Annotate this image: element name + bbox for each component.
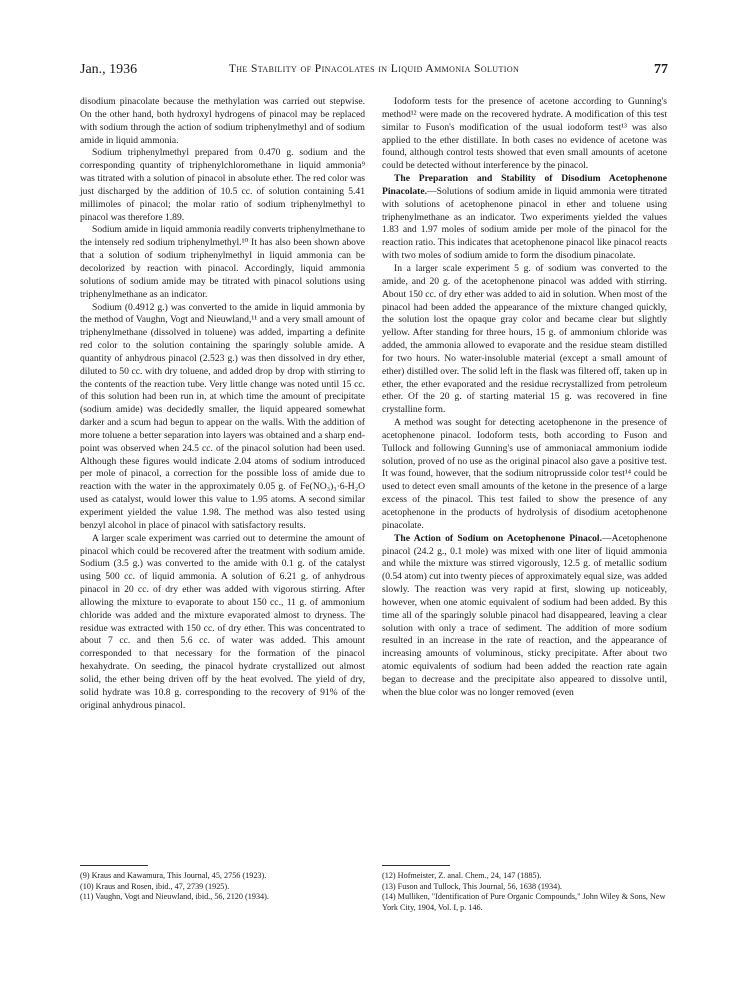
footnote: (14) Mulliken, "Identification of Pure Organic Compounds," John Wiley & Sons, New York City, 1904, Vol. I, p. 146. — [382, 892, 666, 912]
paragraph: Iodoform tests for the presence of acetone according to Gunning's method¹² were made on the recovered hydrate. A modification of this test similar to Fuson's modification of the usual iodoform test¹³ was also applied to the ether distillate. In both cases no evidence of acetone was found, although control tests showed that even small amounts of acetone could be detected without interference by the pinacol. — [382, 96, 667, 172]
footnote: (11) Vaughn, Vogt and Nieuwland, ibid., 56, 2120 (1934). — [80, 892, 269, 902]
section-body: —Acetophenone pinacol (24.2 g., 0.1 mole) was mixed with one liter of liquid ammonia and while the mixture was stirred vigorously, 12.5 g. of metallic sodium (0.54 atom) cut into twenty pieces of approximately equal size, was added slowly. The reaction was very rapid at first, slowing up noticeably, however, when one atomic equivalent of sodium had been added. By this time all of the sparingly soluble pinacol had disappeared, leaving a clear solution with only a trace of sediment. The addition of more sodium resulted in an increase in the rate of reaction, and the appearance of increasing amounts of voluminous, sticky precipitate. After about two atomic equivalents of sodium had been added the reaction rate again began to decrease and the precipitate also appeared to dissolve until, when the blue color was no longer removed (even — [382, 532, 667, 698]
footnote: (10) Kraus and Rosen, ibid., 47, 2739 (1925). — [80, 881, 230, 891]
footnote: (12) Hofmeister, Z. anal. Chem., 24, 147 (1885). — [382, 871, 542, 880]
footnote: (13) Fuson and Tullock, This Journal, 56, 1638 (1934). — [382, 881, 562, 891]
footnote-divider — [80, 865, 148, 866]
header-title: The Stability of Pinacolates in Liquid Ammonia Solution — [228, 63, 520, 75]
footnotes-left — [80, 871, 365, 903]
right-column — [382, 96, 667, 700]
section-heading: The Action of Sodium on Acetophenone Pinacol. — [394, 532, 602, 544]
paragraph: Sodium amide in liquid ammonia readily converts triphenylmethane to the intensely red sodium triphenylmethyl.¹⁰ It has also been shown above that a solution of sodium triphenylmethyl in liquid ammonia can be decolorized by reaction with pinacol. Accordingly, liquid ammonia solutions of sodium amide may be titrated with pinacol solutions using triphenylmethane as an indicator. — [80, 224, 365, 300]
footnote: (9) Kraus and Kawamura, This Journal, 45, 2756 (1923). — [80, 871, 267, 880]
section-body: —Solutions of sodium amide in liquid ammonia were titrated with solutions of acetophenone pinacol in ether and toluene using triphenylmethane as an indicator. Two experiments yielded the values 1.83 and 1.97 moles of sodium amide per mole of the pinacol for the reaction ratio. This indicates that acetophenone pinacol like pinacol reacts with two moles of sodium amide to form the disodium pinacolate. — [382, 185, 667, 262]
section-heading: The Preparation and Stability of Disodium Acetophenone Pinacolate. — [382, 173, 667, 197]
footnote-divider — [382, 865, 450, 866]
section-paragraph — [382, 173, 667, 263]
paragraph: A larger scale experiment was carried out to determine the amount of pinacol which could be recovered after the treatment with sodium amide. Sodium (3.5 g.) was converted to the amide with 0.1 g. of the catalyst using 500 cc. of liquid ammonia. A solution of 6.21 g. of anhydrous pinacol in 20 cc. of dry ether was added with vigorous stirring. After allowing the mixture to evaporate to about 150 cc., 11 g. of ammonium chloride was added and the mixture evaporated almost to dryness. The residue was extracted with 150 cc. of dry ether. This was concentrated to about 7 cc. and then 5.6 cc. of water was added. This amount corresponded to that necessary for the formation of the pinacol hexahydrate. On seeding, the pinacol hydrate crystallized out almost solid, the ether being driven off by the heat evolved. The yield of dry, solid hydrate was 10.8 g. corresponding to the recovery of 91% of the original anhydrous pinacol. — [80, 532, 365, 711]
section-paragraph — [382, 533, 667, 700]
header-date: Jan., 1936 — [80, 62, 138, 77]
footnotes-right — [382, 871, 667, 913]
paragraph: Sodium triphenylmethyl prepared from 0.470 g. sodium and the corresponding quantity of triphenylchloromethane in liquid ammonia⁹ was titrated with a solution of pinacol in absolute ether. The red color was just discharged by the addition of 10.5 cc. of solution containing 5.41 millimoles of pinacol; the molar ratio of sodium triphenylmethyl to pinacol was therefore 1.89. — [80, 147, 365, 223]
page-number: 77 — [654, 62, 668, 77]
paragraph: In a larger scale experiment 5 g. of sodium was converted to the amide, and 20 g. of the acetophenone pinacol was added with stirring. About 150 cc. of dry ether was added to aid in solution. When most of the pinacol had been added the appearance of the mixture changed quickly, the solution lost the opaque gray color and became clear but slightly yellow. After standing for three hours, 15 g. of ammonium chloride was added, the ammonia allowed to evaporate and the residue steam distilled for two hours. No water-insoluble material (except a small amount of ether) distilled over. The solid left in the flask was filtered off, taken up in ether, the ether evaporated and the residue recrystallized from petroleum ether. Of the 20 g. of starting material 15 g. was recovered in fine crystalline form. — [382, 262, 667, 416]
paragraph: disodium pinacolate because the methylation was carried out stepwise. On the other hand, both hydroxyl hydrogens of pinacol may be replaced with sodium through the action of sodium triphenylmethyl and of sodium amide in liquid ammonia. — [80, 96, 365, 146]
left-column — [80, 96, 365, 713]
running-header — [80, 62, 668, 82]
paragraph: Sodium (0.4912 g.) was converted to the amide in liquid ammonia by the method of Vaughn, Vogt and Nieuwland,¹¹ and a very small amount of triphenylmethane (dissolved in toluene) was added, imparting a definite red color to the solution containing the sparingly soluble amide. A quantity of anhydrous pinacol (2.523 g.) was then dissolved in dry ether, diluted to 50 cc. with dry toluene, and added drop by drop with stirring to the contents of the reaction tube. Very little change was noted until 15 cc. of this solution had been run in, at which time the amount of precipitate (sodium amide) was decidedly smaller, the liquid appeared somewhat darker and a scum had begun to appear on the walls. With the addition of more toluene a better separation into layers was obtained and a sharp end-point was observed when 24.5 cc. of the pinacol solution had been used. Although these figures would indicate 2.04 atoms of sodium introduced per mole of pinacol, a correction for the possible loss of amide due to reaction with the water in the approximately 0.05 g. of Fe(NO₃)₃·6-H₂O used as catalyst, would lower this value to 1.95 atoms. A second similar experiment yielded the value 1.98. The method was also tested using benzyl alcohol in place of pinacol with satisfactory results. — [80, 301, 365, 531]
paragraph: A method was sought for detecting acetophenone in the presence of acetophenone pinacol. Iodoform tests, both according to Fuson and Tullock and following Gunning's use of ammoniacal ammonium iodide solution, proved of no use as the original pinacol also gave a positive test. It was found, however, that the sodium nitroprusside color test¹⁴ could be used to detect even small amounts of the ketone in the presence of a large excess of the pinacol. This test failed to show the presence of any acetophenone in the products of hydrolysis of disodium acetophenone pinacolate. — [382, 417, 667, 531]
